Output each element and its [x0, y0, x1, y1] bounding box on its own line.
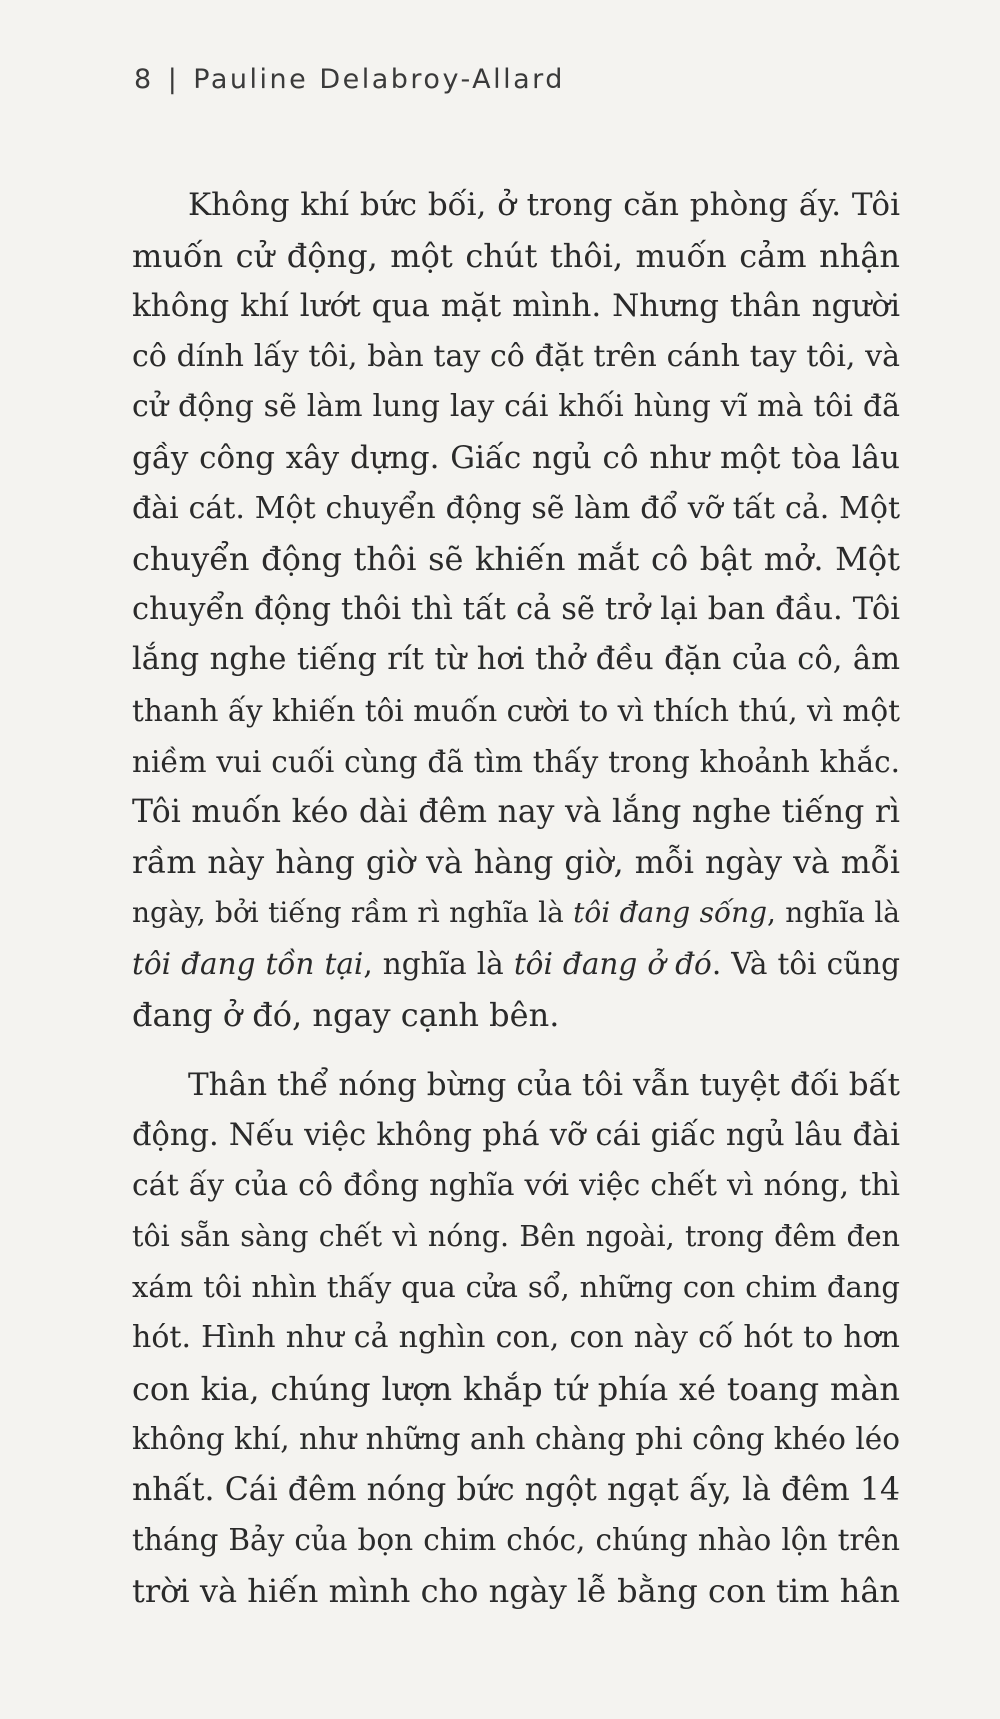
- text-line: niềm vui cuối cùng đã tìm thấy trong khoảnh khắc.: [132, 744, 900, 779]
- text-line: chuyển động thôi sẽ khiến mắt cô bật mở. Một: [132, 540, 900, 579]
- text-line: đài cát. Một chuyển động sẽ làm đổ vỡ tất cả. Một: [132, 490, 900, 526]
- text-line: rầm này hàng giờ và hàng giờ, mỗi ngày và mỗi: [132, 844, 900, 881]
- text-line: tháng Bảy của bọn chim chóc, chúng nhào lộn trên: [132, 1523, 900, 1558]
- body-text: [132, 180, 900, 1617]
- text-line-mixed: [132, 888, 900, 939]
- text-line: Không khí bức bối, ở trong căn phòng ấy. Tôi: [188, 187, 900, 223]
- text-segment: , nghĩa là: [767, 896, 900, 930]
- text-segment: . Và tôi cũng: [711, 946, 900, 981]
- paragraph-2: [132, 1060, 900, 1617]
- text-line: nhất. Cái đêm nóng bức ngột ngạt ấy, là đêm 14: [132, 1471, 900, 1508]
- running-header: [134, 64, 565, 95]
- text-line: Thân thể nóng bừng của tôi vẫn tuyệt đối bất: [188, 1067, 900, 1104]
- italic-phrase: tôi đang tồn tại: [132, 946, 364, 981]
- text-line: cát ấy của cô đồng nghĩa với việc chết vì nóng, thì: [132, 1168, 900, 1204]
- text-line: trời và hiến mình cho ngày lễ bằng con tim hân: [132, 1572, 900, 1611]
- text-line: không khí, như những anh chàng phi công khéo léo: [132, 1422, 900, 1457]
- text-line: tôi sẵn sàng chết vì nóng. Bên ngoài, trong đêm đen: [132, 1219, 900, 1253]
- paragraph-1: [132, 180, 900, 1040]
- text-line: cô dính lấy tôi, bàn tay cô đặt trên cánh tay tôi, và: [132, 338, 900, 374]
- text-line: chuyển động thôi thì tất cả sẽ trở lại ban đầu. Tôi: [132, 591, 900, 627]
- text-line: thanh ấy khiến tôi muốn cười to vì thích thú, vì một: [132, 693, 901, 728]
- text-line: gầy công xây dựng. Giấc ngủ cô như một tòa lâu: [132, 439, 900, 476]
- text-line: con kia, chúng lượn khắp tứ phía xé toang màn: [132, 1369, 900, 1408]
- text-line: Tôi muốn kéo dài đêm nay và lắng nghe tiếng rì: [132, 794, 900, 831]
- header-separator: |: [167, 64, 180, 95]
- text-line: động. Nếu việc không phá vỡ cái giấc ngủ lâu đài: [132, 1117, 900, 1153]
- text-line: cử động sẽ làm lung lay cái khối hùng vĩ mà tôi đã: [132, 389, 900, 425]
- text-line: muốn cử động, một chút thôi, muốn cảm nhận: [132, 236, 900, 275]
- page-number: 8: [134, 64, 154, 95]
- text-line: hót. Hình như cả nghìn con, con này cố hót to hơn: [132, 1320, 900, 1356]
- text-line: đang ở đó, ngay cạnh bên.: [132, 995, 560, 1034]
- text-line-mixed: [132, 939, 900, 990]
- author-name: Pauline Delabroy-Allard: [193, 64, 565, 95]
- text-line: lắng nghe tiếng rít từ hơi thở đều đặn của cô, âm: [132, 642, 900, 678]
- text-line: không khí lướt qua mặt mình. Nhưng thân người: [132, 288, 900, 325]
- text-line: xám tôi nhìn thấy qua cửa sổ, những con chim đang: [132, 1270, 900, 1305]
- text-segment: , nghĩa là: [363, 946, 514, 981]
- italic-phrase: tôi đang sống: [573, 896, 768, 930]
- italic-phrase: tôi đang ở đó: [513, 946, 712, 981]
- text-segment: ngày, bởi tiếng rầm rì nghĩa là: [132, 896, 574, 930]
